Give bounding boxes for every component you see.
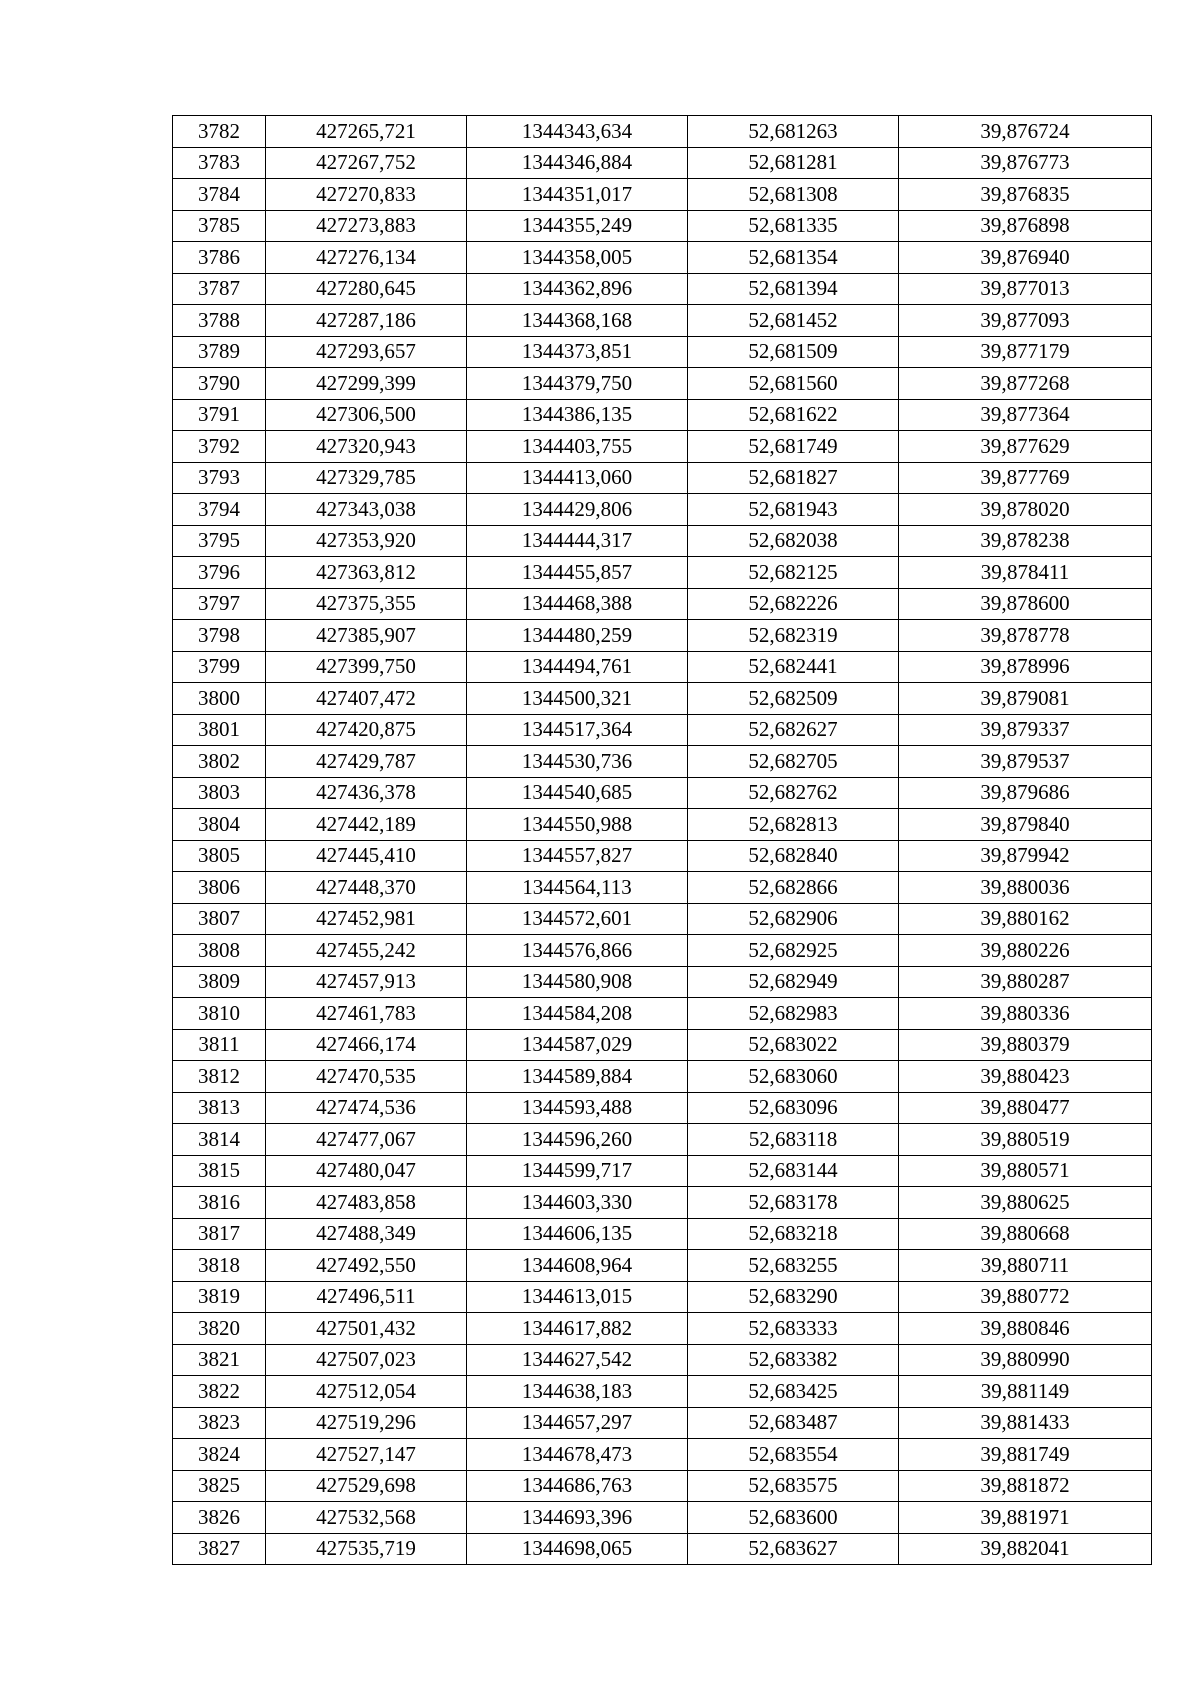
- table-row: [173, 462, 1152, 494]
- longitude-cell: 39,877268: [899, 368, 1152, 400]
- coordinates-table: [172, 115, 1152, 1565]
- table-row: [173, 210, 1152, 242]
- longitude-cell: 39,876773: [899, 147, 1152, 179]
- point-number-cell: 3783: [173, 147, 266, 179]
- point-number-cell: 3813: [173, 1092, 266, 1124]
- point-number-cell: 3800: [173, 683, 266, 715]
- y-coordinate-cell: 1344494,761: [467, 651, 688, 683]
- table-row: [173, 1533, 1152, 1565]
- table-row: [173, 116, 1152, 148]
- table-row: [173, 1029, 1152, 1061]
- table-row: [173, 683, 1152, 715]
- latitude-cell: 52,682125: [688, 557, 899, 589]
- longitude-cell: 39,877093: [899, 305, 1152, 337]
- y-coordinate-cell: 1344564,113: [467, 872, 688, 904]
- point-number-cell: 3791: [173, 399, 266, 431]
- y-coordinate-cell: 1344638,183: [467, 1376, 688, 1408]
- y-coordinate-cell: 1344351,017: [467, 179, 688, 211]
- point-number-cell: 3798: [173, 620, 266, 652]
- point-number-cell: 3820: [173, 1313, 266, 1345]
- longitude-cell: 39,879337: [899, 714, 1152, 746]
- latitude-cell: 52,683333: [688, 1313, 899, 1345]
- point-number-cell: 3817: [173, 1218, 266, 1250]
- latitude-cell: 52,683382: [688, 1344, 899, 1376]
- longitude-cell: 39,876724: [899, 116, 1152, 148]
- longitude-cell: 39,880226: [899, 935, 1152, 967]
- x-coordinate-cell: 427267,752: [266, 147, 467, 179]
- longitude-cell: 39,877629: [899, 431, 1152, 463]
- y-coordinate-cell: 1344627,542: [467, 1344, 688, 1376]
- longitude-cell: 39,879942: [899, 840, 1152, 872]
- point-number-cell: 3789: [173, 336, 266, 368]
- point-number-cell: 3790: [173, 368, 266, 400]
- y-coordinate-cell: 1344355,249: [467, 210, 688, 242]
- y-coordinate-cell: 1344373,851: [467, 336, 688, 368]
- longitude-cell: 39,880711: [899, 1250, 1152, 1282]
- latitude-cell: 52,683255: [688, 1250, 899, 1282]
- table-row: [173, 147, 1152, 179]
- table-row: [173, 588, 1152, 620]
- point-number-cell: 3819: [173, 1281, 266, 1313]
- table-row: [173, 620, 1152, 652]
- point-number-cell: 3822: [173, 1376, 266, 1408]
- table-row: [173, 1313, 1152, 1345]
- x-coordinate-cell: 427492,550: [266, 1250, 467, 1282]
- point-number-cell: 3809: [173, 966, 266, 998]
- longitude-cell: 39,880772: [899, 1281, 1152, 1313]
- table-row: [173, 998, 1152, 1030]
- y-coordinate-cell: 1344596,260: [467, 1124, 688, 1156]
- latitude-cell: 52,682840: [688, 840, 899, 872]
- latitude-cell: 52,681827: [688, 462, 899, 494]
- latitude-cell: 52,683554: [688, 1439, 899, 1471]
- y-coordinate-cell: 1344606,135: [467, 1218, 688, 1250]
- table-row: [173, 1376, 1152, 1408]
- x-coordinate-cell: 427280,645: [266, 273, 467, 305]
- longitude-cell: 39,880990: [899, 1344, 1152, 1376]
- x-coordinate-cell: 427343,038: [266, 494, 467, 526]
- x-coordinate-cell: 427457,913: [266, 966, 467, 998]
- table-row: [173, 1502, 1152, 1534]
- x-coordinate-cell: 427445,410: [266, 840, 467, 872]
- x-coordinate-cell: 427529,698: [266, 1470, 467, 1502]
- longitude-cell: 39,879537: [899, 746, 1152, 778]
- table-row: [173, 1470, 1152, 1502]
- latitude-cell: 52,682906: [688, 903, 899, 935]
- y-coordinate-cell: 1344608,964: [467, 1250, 688, 1282]
- longitude-cell: 39,878411: [899, 557, 1152, 589]
- latitude-cell: 52,681943: [688, 494, 899, 526]
- x-coordinate-cell: 427466,174: [266, 1029, 467, 1061]
- latitude-cell: 52,682949: [688, 966, 899, 998]
- latitude-cell: 52,683178: [688, 1187, 899, 1219]
- table-row: [173, 1124, 1152, 1156]
- y-coordinate-cell: 1344599,717: [467, 1155, 688, 1187]
- latitude-cell: 52,682925: [688, 935, 899, 967]
- y-coordinate-cell: 1344480,259: [467, 620, 688, 652]
- table-row: [173, 1092, 1152, 1124]
- x-coordinate-cell: 427329,785: [266, 462, 467, 494]
- table-row: [173, 431, 1152, 463]
- y-coordinate-cell: 1344698,065: [467, 1533, 688, 1565]
- y-coordinate-cell: 1344657,297: [467, 1407, 688, 1439]
- x-coordinate-cell: 427420,875: [266, 714, 467, 746]
- x-coordinate-cell: 427436,378: [266, 777, 467, 809]
- latitude-cell: 52,682762: [688, 777, 899, 809]
- latitude-cell: 52,681335: [688, 210, 899, 242]
- latitude-cell: 52,681263: [688, 116, 899, 148]
- x-coordinate-cell: 427535,719: [266, 1533, 467, 1565]
- longitude-cell: 39,877769: [899, 462, 1152, 494]
- latitude-cell: 52,681509: [688, 336, 899, 368]
- point-number-cell: 3785: [173, 210, 266, 242]
- point-number-cell: 3808: [173, 935, 266, 967]
- x-coordinate-cell: 427385,907: [266, 620, 467, 652]
- table-row: [173, 777, 1152, 809]
- latitude-cell: 52,682813: [688, 809, 899, 841]
- point-number-cell: 3801: [173, 714, 266, 746]
- longitude-cell: 39,876940: [899, 242, 1152, 274]
- table-row: [173, 494, 1152, 526]
- x-coordinate-cell: 427519,296: [266, 1407, 467, 1439]
- longitude-cell: 39,880571: [899, 1155, 1152, 1187]
- x-coordinate-cell: 427480,047: [266, 1155, 467, 1187]
- point-number-cell: 3821: [173, 1344, 266, 1376]
- table-row: [173, 1407, 1152, 1439]
- longitude-cell: 39,878778: [899, 620, 1152, 652]
- latitude-cell: 52,683290: [688, 1281, 899, 1313]
- y-coordinate-cell: 1344358,005: [467, 242, 688, 274]
- y-coordinate-cell: 1344589,884: [467, 1061, 688, 1093]
- x-coordinate-cell: 427501,432: [266, 1313, 467, 1345]
- point-number-cell: 3827: [173, 1533, 266, 1565]
- y-coordinate-cell: 1344584,208: [467, 998, 688, 1030]
- y-coordinate-cell: 1344413,060: [467, 462, 688, 494]
- latitude-cell: 52,681452: [688, 305, 899, 337]
- table-row: [173, 966, 1152, 998]
- table-row: [173, 935, 1152, 967]
- latitude-cell: 52,683575: [688, 1470, 899, 1502]
- point-number-cell: 3787: [173, 273, 266, 305]
- table-row: [173, 1250, 1152, 1282]
- latitude-cell: 52,682627: [688, 714, 899, 746]
- point-number-cell: 3818: [173, 1250, 266, 1282]
- x-coordinate-cell: 427399,750: [266, 651, 467, 683]
- longitude-cell: 39,879081: [899, 683, 1152, 715]
- latitude-cell: 52,683060: [688, 1061, 899, 1093]
- longitude-cell: 39,880036: [899, 872, 1152, 904]
- longitude-cell: 39,880625: [899, 1187, 1152, 1219]
- point-number-cell: 3816: [173, 1187, 266, 1219]
- latitude-cell: 52,682038: [688, 525, 899, 557]
- y-coordinate-cell: 1344362,896: [467, 273, 688, 305]
- x-coordinate-cell: 427474,536: [266, 1092, 467, 1124]
- x-coordinate-cell: 427273,883: [266, 210, 467, 242]
- latitude-cell: 52,683487: [688, 1407, 899, 1439]
- table-row: [173, 840, 1152, 872]
- longitude-cell: 39,881749: [899, 1439, 1152, 1471]
- point-number-cell: 3811: [173, 1029, 266, 1061]
- point-number-cell: 3788: [173, 305, 266, 337]
- table-row: [173, 525, 1152, 557]
- x-coordinate-cell: 427496,511: [266, 1281, 467, 1313]
- y-coordinate-cell: 1344455,857: [467, 557, 688, 589]
- point-number-cell: 3792: [173, 431, 266, 463]
- latitude-cell: 52,681749: [688, 431, 899, 463]
- longitude-cell: 39,880477: [899, 1092, 1152, 1124]
- table-row: [173, 1281, 1152, 1313]
- x-coordinate-cell: 427299,399: [266, 368, 467, 400]
- point-number-cell: 3823: [173, 1407, 266, 1439]
- longitude-cell: 39,882041: [899, 1533, 1152, 1565]
- point-number-cell: 3784: [173, 179, 266, 211]
- latitude-cell: 52,683218: [688, 1218, 899, 1250]
- x-coordinate-cell: 427461,783: [266, 998, 467, 1030]
- x-coordinate-cell: 427448,370: [266, 872, 467, 904]
- x-coordinate-cell: 427470,535: [266, 1061, 467, 1093]
- y-coordinate-cell: 1344517,364: [467, 714, 688, 746]
- latitude-cell: 52,683022: [688, 1029, 899, 1061]
- point-number-cell: 3799: [173, 651, 266, 683]
- table-row: [173, 242, 1152, 274]
- table-row: [173, 557, 1152, 589]
- y-coordinate-cell: 1344587,029: [467, 1029, 688, 1061]
- table-row: [173, 368, 1152, 400]
- latitude-cell: 52,683600: [688, 1502, 899, 1534]
- point-number-cell: 3806: [173, 872, 266, 904]
- y-coordinate-cell: 1344572,601: [467, 903, 688, 935]
- y-coordinate-cell: 1344429,806: [467, 494, 688, 526]
- y-coordinate-cell: 1344613,015: [467, 1281, 688, 1313]
- x-coordinate-cell: 427276,134: [266, 242, 467, 274]
- longitude-cell: 39,877013: [899, 273, 1152, 305]
- latitude-cell: 52,683144: [688, 1155, 899, 1187]
- y-coordinate-cell: 1344576,866: [467, 935, 688, 967]
- x-coordinate-cell: 427270,833: [266, 179, 467, 211]
- x-coordinate-cell: 427287,186: [266, 305, 467, 337]
- longitude-cell: 39,879686: [899, 777, 1152, 809]
- point-number-cell: 3796: [173, 557, 266, 589]
- longitude-cell: 39,877179: [899, 336, 1152, 368]
- longitude-cell: 39,881872: [899, 1470, 1152, 1502]
- point-number-cell: 3794: [173, 494, 266, 526]
- x-coordinate-cell: 427375,355: [266, 588, 467, 620]
- longitude-cell: 39,880668: [899, 1218, 1152, 1250]
- point-number-cell: 3802: [173, 746, 266, 778]
- point-number-cell: 3803: [173, 777, 266, 809]
- table-row: [173, 399, 1152, 431]
- y-coordinate-cell: 1344617,882: [467, 1313, 688, 1345]
- longitude-cell: 39,880336: [899, 998, 1152, 1030]
- table-row: [173, 872, 1152, 904]
- y-coordinate-cell: 1344580,908: [467, 966, 688, 998]
- coordinates-table-body: [173, 116, 1152, 1565]
- point-number-cell: 3804: [173, 809, 266, 841]
- point-number-cell: 3810: [173, 998, 266, 1030]
- y-coordinate-cell: 1344500,321: [467, 683, 688, 715]
- x-coordinate-cell: 427306,500: [266, 399, 467, 431]
- point-number-cell: 3793: [173, 462, 266, 494]
- x-coordinate-cell: 427507,023: [266, 1344, 467, 1376]
- table-row: [173, 903, 1152, 935]
- y-coordinate-cell: 1344540,685: [467, 777, 688, 809]
- point-number-cell: 3797: [173, 588, 266, 620]
- longitude-cell: 39,880162: [899, 903, 1152, 935]
- point-number-cell: 3815: [173, 1155, 266, 1187]
- y-coordinate-cell: 1344444,317: [467, 525, 688, 557]
- x-coordinate-cell: 427488,349: [266, 1218, 467, 1250]
- x-coordinate-cell: 427527,147: [266, 1439, 467, 1471]
- latitude-cell: 52,683627: [688, 1533, 899, 1565]
- latitude-cell: 52,683425: [688, 1376, 899, 1408]
- longitude-cell: 39,879840: [899, 809, 1152, 841]
- longitude-cell: 39,881149: [899, 1376, 1152, 1408]
- y-coordinate-cell: 1344379,750: [467, 368, 688, 400]
- x-coordinate-cell: 427455,242: [266, 935, 467, 967]
- longitude-cell: 39,880423: [899, 1061, 1152, 1093]
- x-coordinate-cell: 427442,189: [266, 809, 467, 841]
- x-coordinate-cell: 427483,858: [266, 1187, 467, 1219]
- point-number-cell: 3795: [173, 525, 266, 557]
- y-coordinate-cell: 1344530,736: [467, 746, 688, 778]
- table-row: [173, 651, 1152, 683]
- latitude-cell: 52,682866: [688, 872, 899, 904]
- y-coordinate-cell: 1344603,330: [467, 1187, 688, 1219]
- table-row: [173, 1155, 1152, 1187]
- y-coordinate-cell: 1344343,634: [467, 116, 688, 148]
- longitude-cell: 39,878600: [899, 588, 1152, 620]
- longitude-cell: 39,880287: [899, 966, 1152, 998]
- point-number-cell: 3807: [173, 903, 266, 935]
- longitude-cell: 39,881971: [899, 1502, 1152, 1534]
- latitude-cell: 52,682226: [688, 588, 899, 620]
- y-coordinate-cell: 1344386,135: [467, 399, 688, 431]
- table-row: [173, 1344, 1152, 1376]
- table-row: [173, 179, 1152, 211]
- y-coordinate-cell: 1344678,473: [467, 1439, 688, 1471]
- latitude-cell: 52,681308: [688, 179, 899, 211]
- table-row: [173, 336, 1152, 368]
- latitude-cell: 52,683096: [688, 1092, 899, 1124]
- y-coordinate-cell: 1344557,827: [467, 840, 688, 872]
- y-coordinate-cell: 1344368,168: [467, 305, 688, 337]
- latitude-cell: 52,682319: [688, 620, 899, 652]
- longitude-cell: 39,878238: [899, 525, 1152, 557]
- point-number-cell: 3824: [173, 1439, 266, 1471]
- y-coordinate-cell: 1344593,488: [467, 1092, 688, 1124]
- longitude-cell: 39,880846: [899, 1313, 1152, 1345]
- latitude-cell: 52,682705: [688, 746, 899, 778]
- longitude-cell: 39,878996: [899, 651, 1152, 683]
- latitude-cell: 52,682441: [688, 651, 899, 683]
- x-coordinate-cell: 427477,067: [266, 1124, 467, 1156]
- x-coordinate-cell: 427363,812: [266, 557, 467, 589]
- table-row: [173, 1439, 1152, 1471]
- y-coordinate-cell: 1344686,763: [467, 1470, 688, 1502]
- point-number-cell: 3786: [173, 242, 266, 274]
- latitude-cell: 52,681281: [688, 147, 899, 179]
- latitude-cell: 52,681560: [688, 368, 899, 400]
- table-row: [173, 273, 1152, 305]
- point-number-cell: 3826: [173, 1502, 266, 1534]
- longitude-cell: 39,880379: [899, 1029, 1152, 1061]
- longitude-cell: 39,877364: [899, 399, 1152, 431]
- point-number-cell: 3825: [173, 1470, 266, 1502]
- y-coordinate-cell: 1344468,388: [467, 588, 688, 620]
- table-row: [173, 714, 1152, 746]
- y-coordinate-cell: 1344550,988: [467, 809, 688, 841]
- x-coordinate-cell: 427293,657: [266, 336, 467, 368]
- y-coordinate-cell: 1344403,755: [467, 431, 688, 463]
- x-coordinate-cell: 427320,943: [266, 431, 467, 463]
- x-coordinate-cell: 427452,981: [266, 903, 467, 935]
- table-row: [173, 305, 1152, 337]
- x-coordinate-cell: 427532,568: [266, 1502, 467, 1534]
- table-row: [173, 809, 1152, 841]
- table-row: [173, 1218, 1152, 1250]
- latitude-cell: 52,681394: [688, 273, 899, 305]
- x-coordinate-cell: 427512,054: [266, 1376, 467, 1408]
- latitude-cell: 52,682509: [688, 683, 899, 715]
- longitude-cell: 39,876898: [899, 210, 1152, 242]
- x-coordinate-cell: 427265,721: [266, 116, 467, 148]
- point-number-cell: 3805: [173, 840, 266, 872]
- x-coordinate-cell: 427429,787: [266, 746, 467, 778]
- longitude-cell: 39,880519: [899, 1124, 1152, 1156]
- x-coordinate-cell: 427353,920: [266, 525, 467, 557]
- point-number-cell: 3814: [173, 1124, 266, 1156]
- table-row: [173, 746, 1152, 778]
- latitude-cell: 52,682983: [688, 998, 899, 1030]
- longitude-cell: 39,881433: [899, 1407, 1152, 1439]
- longitude-cell: 39,878020: [899, 494, 1152, 526]
- point-number-cell: 3782: [173, 116, 266, 148]
- point-number-cell: 3812: [173, 1061, 266, 1093]
- y-coordinate-cell: 1344346,884: [467, 147, 688, 179]
- latitude-cell: 52,681354: [688, 242, 899, 274]
- table-row: [173, 1187, 1152, 1219]
- latitude-cell: 52,681622: [688, 399, 899, 431]
- y-coordinate-cell: 1344693,396: [467, 1502, 688, 1534]
- table-row: [173, 1061, 1152, 1093]
- latitude-cell: 52,683118: [688, 1124, 899, 1156]
- x-coordinate-cell: 427407,472: [266, 683, 467, 715]
- longitude-cell: 39,876835: [899, 179, 1152, 211]
